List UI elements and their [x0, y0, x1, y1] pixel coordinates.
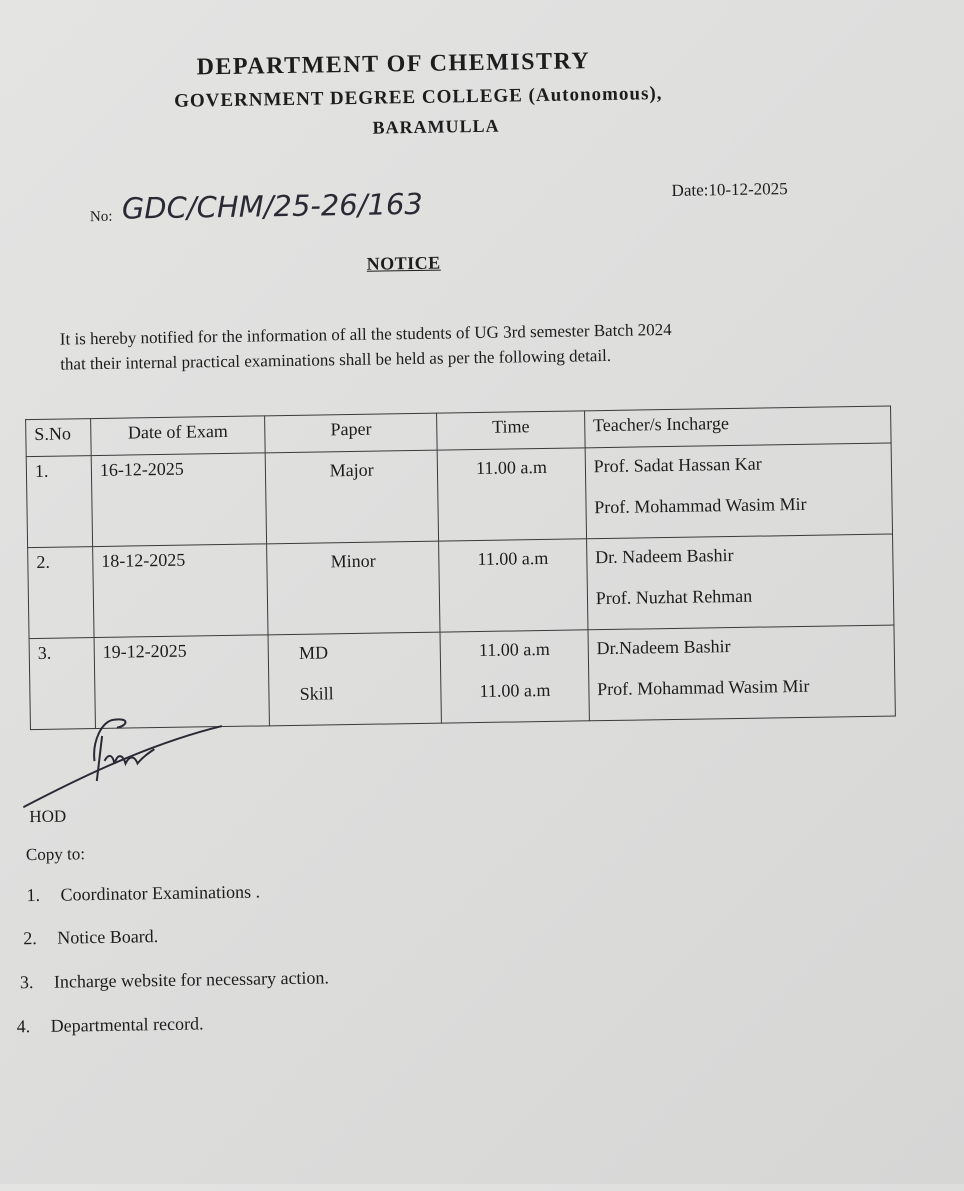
paper-name: Skill	[299, 683, 334, 704]
cell-sno: 1.	[26, 456, 92, 548]
paper-name: Major	[329, 459, 374, 481]
notice-title: NOTICE	[366, 252, 441, 274]
list-item	[23, 926, 158, 949]
location-heading: BARAMULLA	[372, 115, 500, 138]
table-row	[26, 443, 892, 548]
header-date: Date of Exam	[91, 416, 266, 456]
list-item	[26, 881, 260, 906]
paper-name: Minor	[330, 550, 376, 572]
copy-item-number: 2.	[23, 928, 37, 949]
cell-sno: 2.	[28, 547, 94, 639]
copy-item-number: 1.	[26, 884, 41, 906]
hod-signature	[22, 704, 254, 818]
teacher-name: Prof. Mohammad Wasim Mir	[594, 493, 807, 518]
list-item	[16, 1013, 203, 1037]
header-sno: S.No	[26, 419, 92, 457]
exam-schedule-table	[25, 406, 896, 731]
paper-name: MD	[298, 642, 329, 663]
header-paper: Paper	[265, 413, 438, 453]
exam-time: 11.00 a.m	[478, 638, 550, 661]
college-heading: GOVERNMENT DEGREE COLLEGE (Autonomous),	[173, 83, 663, 112]
teacher-name: Dr. Nadeem Bashir	[594, 545, 734, 568]
cell-time	[439, 539, 588, 632]
cell-teacher	[585, 443, 893, 539]
copy-item-text: Departmental record.	[50, 1013, 204, 1036]
copy-item-number: 4.	[16, 1016, 31, 1037]
notice-body-line: It is hereby notified for the information of all the students of UG 3rd semester Batch 2024	[59, 319, 672, 349]
cell-paper	[267, 541, 441, 635]
cell-date: 19-12-2025	[94, 635, 270, 729]
copy-item-text: Incharge website for necessary action.	[53, 967, 330, 992]
header-teacher: Teacher/s Incharge	[584, 406, 891, 448]
copy-item-number: 3.	[19, 972, 34, 993]
notice-body	[60, 317, 673, 377]
signatory-title: HOD	[29, 806, 67, 827]
exam-time: 11.00 a.m	[479, 679, 551, 702]
cell-time	[440, 630, 589, 723]
notice-body-line: that their internal practical examinations shall be held as per the following detail.	[60, 345, 612, 374]
copy-item-text: Coordinator Examinations .	[60, 881, 261, 905]
cell-paper	[268, 632, 442, 726]
cell-sno: 3.	[29, 638, 95, 730]
teacher-name: Prof. Nuzhat Rehman	[595, 585, 753, 609]
exam-time: 11.00 a.m	[477, 547, 549, 570]
reference-number: GDC/CHM/25-26/163	[121, 186, 424, 226]
copy-item-text: Notice Board.	[57, 926, 159, 948]
reference-label: No:	[89, 208, 113, 226]
cell-paper	[265, 450, 439, 544]
teacher-name: Prof. Sadat Hassan Kar	[593, 453, 762, 477]
cell-teacher	[588, 625, 896, 721]
cell-date: 18-12-2025	[93, 544, 269, 638]
header-time: Time	[437, 411, 585, 450]
teacher-name: Prof. Mohammad Wasim Mir	[597, 675, 810, 700]
notice-date: Date:10-12-2025	[671, 179, 788, 200]
cell-date: 16-12-2025	[91, 453, 267, 547]
cell-time	[437, 448, 586, 541]
teacher-name: Dr.Nadeem Bashir	[596, 636, 731, 659]
exam-time: 11.00 a.m	[475, 456, 548, 479]
list-item	[20, 967, 329, 993]
copy-to-label: Copy to:	[25, 844, 86, 865]
department-heading: DEPARTMENT OF CHEMISTRY	[196, 48, 591, 81]
cell-teacher	[586, 534, 894, 630]
table-row	[28, 534, 894, 639]
